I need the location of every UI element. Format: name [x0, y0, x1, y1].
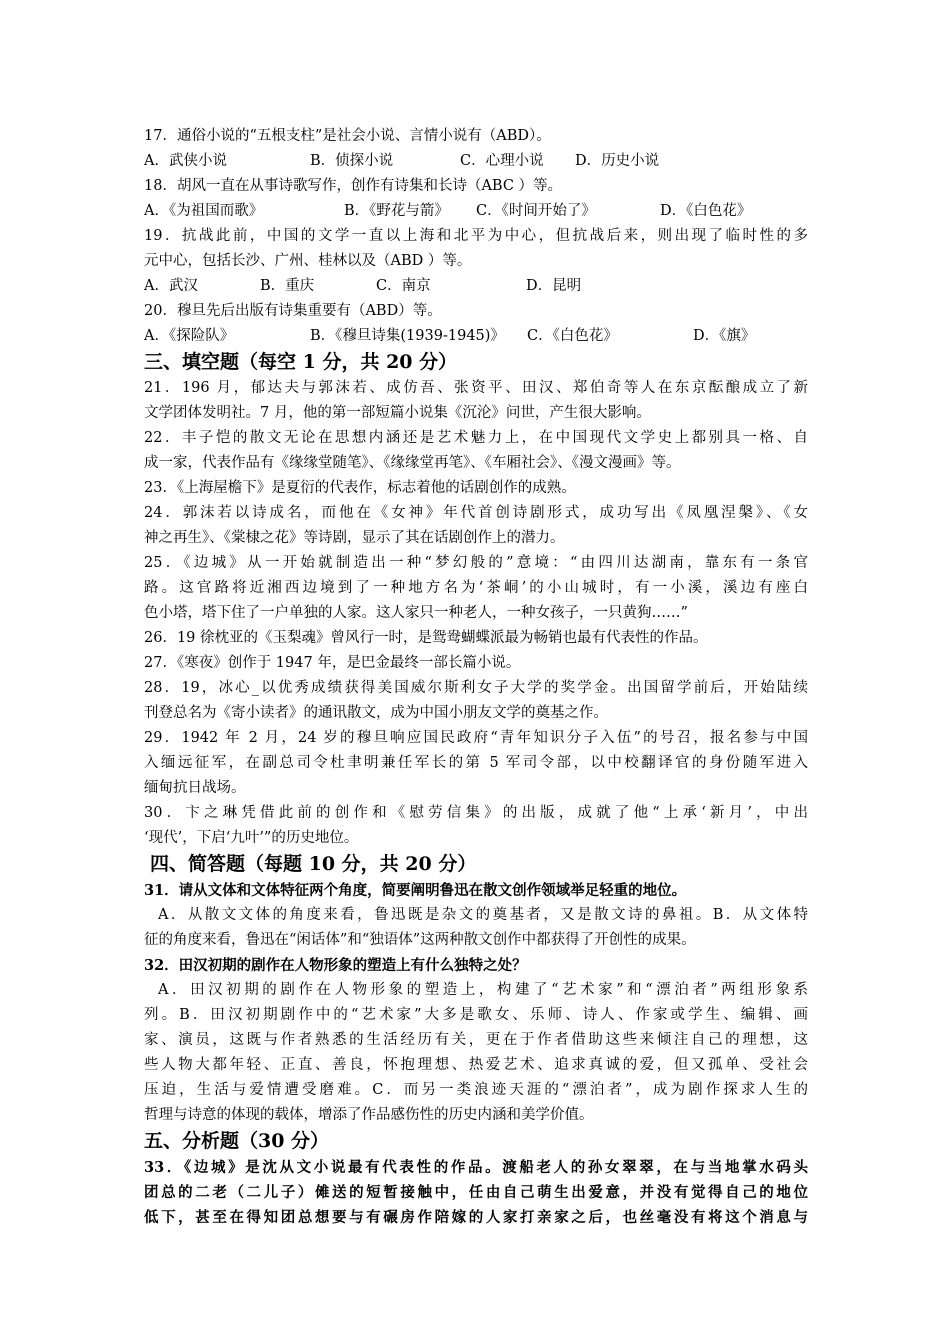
option-c: C．《时间开始了》	[476, 203, 596, 219]
answer-31-line: A．从散文文体的角度来看，鲁迅既是杂文的奠基者，又是散文诗的鼻祖。B．从文体特	[158, 907, 808, 923]
answer-32-line: 家、演员，这既与作者熟悉的生活经历有关，更在于作者借助这些来倾注自己的理想，这	[144, 1032, 808, 1048]
answer-32-line: A．田汉初期的剧作在人物形象的塑造上，构建了“艺术家”和“漂泊者”两组形象系	[158, 982, 808, 998]
fill-line: 26．19 徐枕亚的《玉梨魂》曾风行一时，是鸳鸯蝴蝶派最为畅销也最有代表性的作品。	[144, 630, 708, 646]
fill-line: 路。这官路将近湘西边境到了一种地方名为‘茶峒’的小山城时，有一小溪，溪边有座白	[144, 580, 808, 596]
question-33-line: 低下，甚至在得知团总想要与有碾房作陪嫁的人家打亲家之后，也丝毫没有将这个消息与	[144, 1209, 808, 1226]
fill-line: 色小塔，塔下住了一户单独的人家。这人家只一种老人，一种女孩子，一只黄狗……”	[144, 605, 688, 621]
answer-32-line: 些人物大都年轻、正直、善良，怀抱理想、热爱艺术、追求真诚的爱，但又孤单、受社会	[144, 1057, 808, 1073]
question-20-options	[144, 324, 808, 349]
section-heading-analysis: 五、分析题（30 分）	[144, 1130, 330, 1152]
answer-32-line: 压迫，生活与爱情遭受磨难。C．而另一类浪迹天涯的“漂泊者”，成为剧作探求人生的	[144, 1082, 808, 1098]
fill-line: 神之再生》、《棠棣之花》等诗剧，显示了其在话剧创作上的潜力。	[144, 530, 565, 546]
answer-32-line: 哲理与诗意的体现的载体，增添了作品感伤性的历史内涵和美学价值。	[144, 1107, 594, 1123]
option-d: D．《旗》	[693, 328, 756, 344]
question-19-stem-line: 元中心，包括长沙、广州、桂林以及（ABD ）等。	[144, 253, 472, 269]
answer-32-line: 列。B．田汉初期剧作中的“艺术家”大多是歌女、乐师、诗人、作家或学生、编辑、画	[144, 1007, 808, 1023]
fill-line: 入缅远征军，在副总司令杜聿明兼任军长的第 5 军司令部，以中校翻译官的身份随军进入	[144, 755, 808, 771]
option-a: A．《探险队》	[144, 328, 235, 344]
fill-line: 25．《边城》从一开始就制造出一种“梦幻般的”意境：“由四川达湖南，靠东有一条官	[144, 555, 808, 571]
fill-line: 30．卞之琳凭借此前的创作和《慰劳信集》的出版，成就了他“上承‘新月’，中出	[144, 805, 808, 821]
option-d: D．《白色花》	[660, 203, 752, 219]
fill-line: 29．1942 年 2 月，24 岁的穆旦响应国民政府“青年知识分子入伍”的号召，报名参与中国	[144, 730, 808, 746]
fill-line: 27．《寒夜》创作于 1947 年，是巴金最终一部长篇小说。	[144, 655, 521, 671]
question-33-line: 团总的二老（二儿子）傩送的短暂接触中，任由自己萌生出爱意，并没有觉得自己的地位	[144, 1184, 808, 1201]
section-heading-short-answer: 四、简答题（每题 10 分，共 20 分）	[150, 853, 477, 875]
fill-line: 22．丰子恺的散文无论在思想内涵还是艺术魅力上，在中国现代文学史上都别具一格、自	[144, 430, 808, 446]
question-17-stem: 17．通俗小说的“五根支柱”是社会小说、言情小说有（ABD）。	[144, 128, 551, 144]
fill-line: 文学团体发明社。7 月，他的第一部短篇小说集《沉沦》问世，产生很大影响。	[144, 405, 651, 421]
option-c: C．心理小说	[460, 153, 544, 169]
option-a: A．武侠小说	[144, 153, 227, 169]
option-b: B．《野花与箭》	[344, 203, 449, 219]
fill-line: 成一家，代表作品有《缘缘堂随笔》、《缘缘堂再笔》、《车厢社会》、《漫文漫画》等。	[144, 455, 681, 471]
question-19-options	[144, 274, 808, 299]
option-c: C．南京	[376, 278, 431, 294]
section-heading-fill-in: 三、填空题（每空 1 分，共 20 分）	[144, 351, 458, 373]
question-33-line: 33．《边城》是沈从文小说最有代表性的作品。渡船老人的孙女翠翠，在与当地掌水码头	[144, 1159, 808, 1176]
option-a: A．《为祖国而歌》	[144, 203, 264, 219]
option-b: B．《穆旦诗集(1939-1945)》	[310, 328, 505, 344]
fill-line: 23．《上海屋檐下》是夏衍的代表作，标志着他的话剧创作的成熟。	[144, 480, 576, 496]
option-d: D．昆明	[526, 278, 582, 294]
question-18-options	[144, 199, 808, 224]
question-17-options	[144, 149, 808, 174]
question-20-stem: 20．穆旦先后出版有诗集重要有（ABD）等。	[144, 303, 442, 319]
option-b: B．侦探小说	[310, 153, 394, 169]
question-32: 32．田汉初期的剧作在人物形象的塑造上有什么独特之处？	[144, 957, 527, 974]
question-19-stem-line: 19．抗战此前，中国的文学一直以上海和北平为中心，但抗战后来，则出现了临时性的多	[144, 228, 808, 244]
question-31: 31．请从文体和文体特征两个角度，简要阐明鲁迅在散文创作领域举足轻重的地位。	[144, 882, 687, 899]
fill-line: ‘现代’，下启‘九叶’”的历史地位。	[144, 830, 359, 846]
option-b: B．重庆	[260, 278, 315, 294]
fill-line: 刊登总名为《寄小读者》的通讯散文，成为中国小朋友文学的奠基之作。	[144, 705, 608, 721]
fill-line: 24．郭沫若以诗成名，而他在《女神》年代首创诗剧形式，成功写出《凤凰涅槃》、《女	[144, 505, 808, 521]
option-a: A．武汉	[144, 278, 198, 294]
document-page	[144, 124, 808, 1230]
question-18-stem: 18．胡风一直在从事诗歌写作，创作有诗集和长诗（ABC ）等。	[144, 178, 563, 194]
option-d: D．历史小说	[575, 153, 660, 169]
fill-line: 21．196 月，郁达夫与郭沫若、成仿吾、张资平、田汉、郑伯奇等人在东京酝酿成立了新	[144, 380, 808, 396]
answer-31-line: 征的角度来看，鲁迅在“闲话体”和“独语体”这两种散文创作中都获得了开创性的成果。	[144, 932, 696, 948]
option-c: C．《白色花》	[527, 328, 618, 344]
fill-line: 缅甸抗日战场。	[144, 780, 246, 796]
fill-line: 28．19，冰心_以优秀成绩获得美国威尔斯利女子大学的奖学金。出国留学前后，开始陆续	[144, 680, 808, 696]
